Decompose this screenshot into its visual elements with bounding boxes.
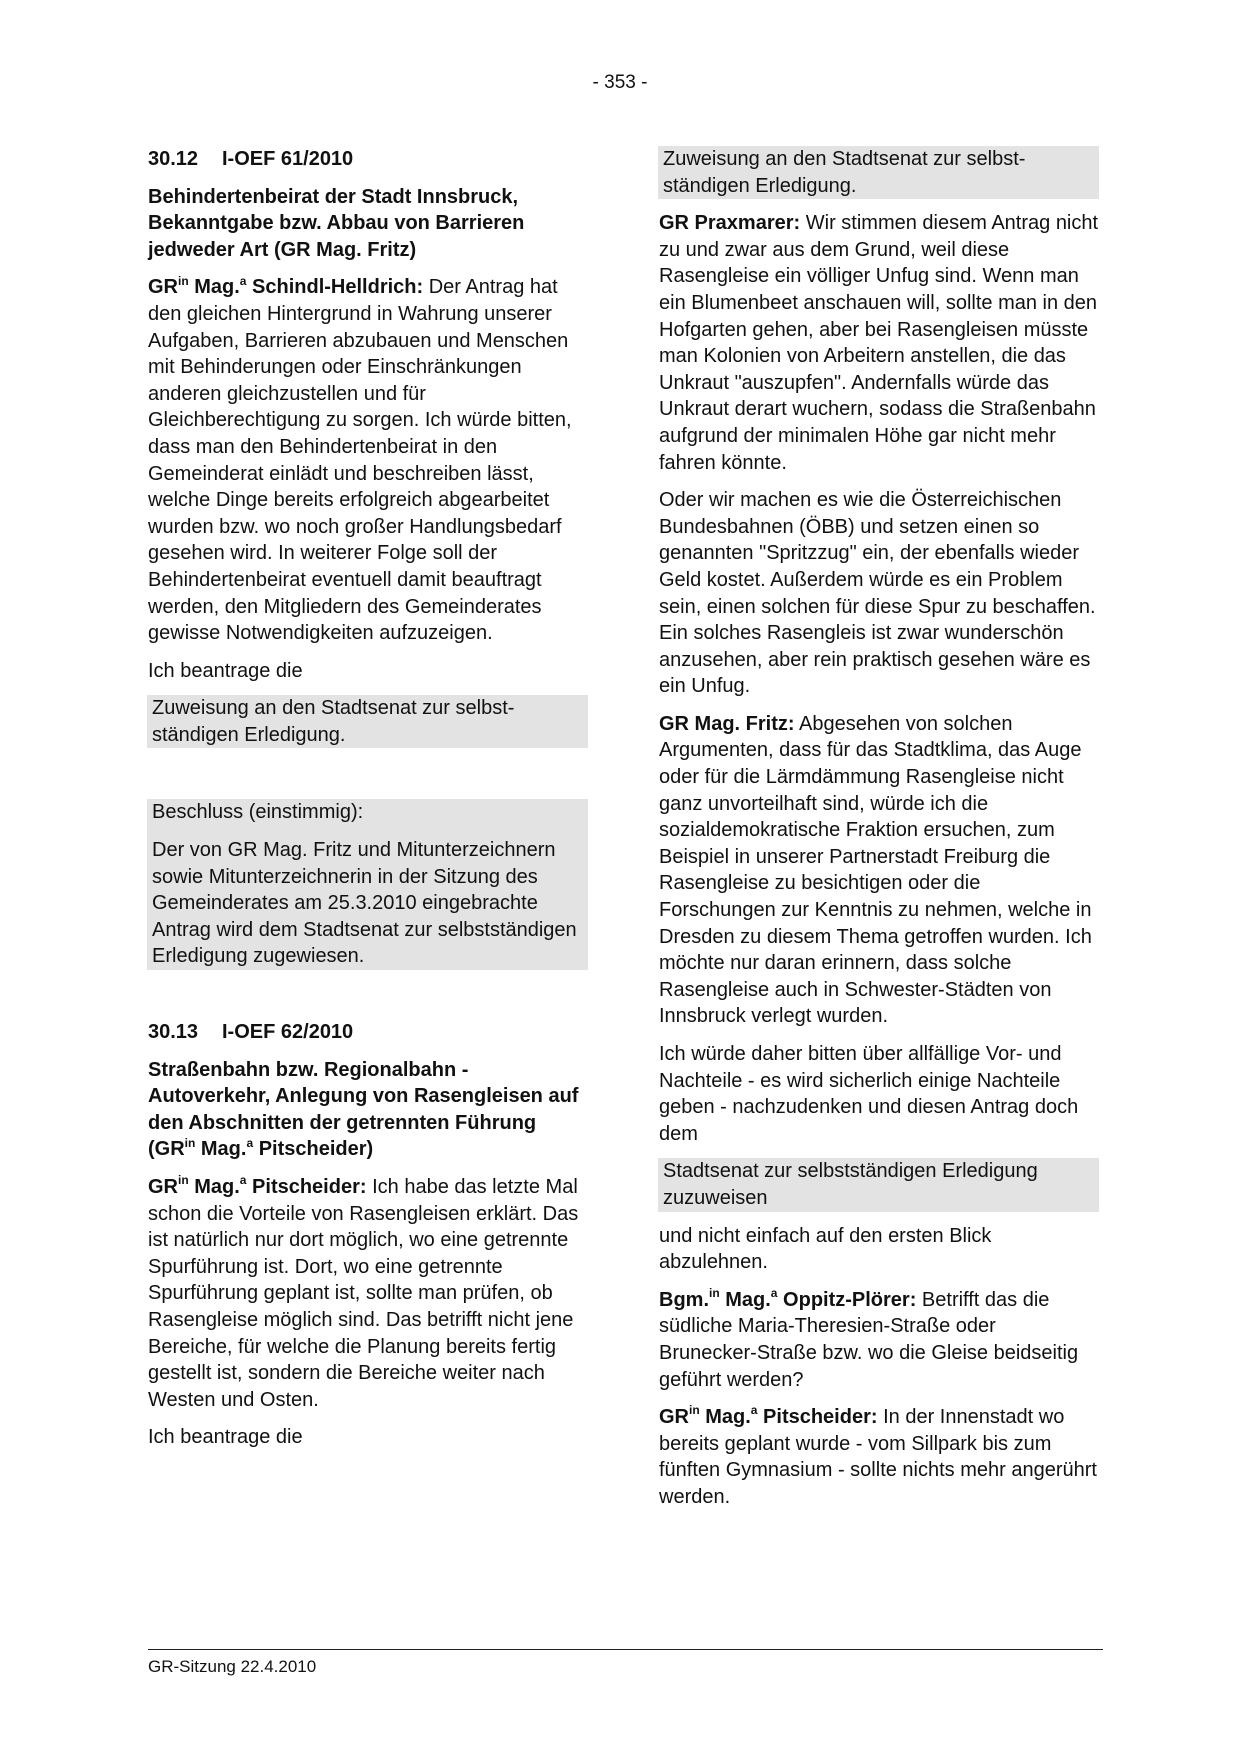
speech-paragraph	[659, 1404, 1099, 1510]
agenda-item-subject: Straßenbahn bzw. Regionalbahn - Autoverkehr, Anlegung von Rasengleisen auf den Abschnitten der getrennten Führung ($GR^{in}$ Mag.$^a$ Pitscheider)	[148, 1058, 579, 1161]
agenda-item-heading	[148, 146, 588, 173]
speech-text: Ich habe das letzte Mal schon die Vorteile von Rasengleisen erklärt. Das ist natürlich nur dort möglich, wo eine getrennte Spurführung ist. Dort, wo eine getrennte Spurführung geplant ist, sollte man prüfen, ob Rasengleise möglich sind. Das betrifft nicht jene Bereiche, für welche die Planung bereits fertig gestellt ist, sondern die Bereiche weiter nach Westen und Osten.	[148, 1176, 579, 1411]
agenda-item-code: I-OEF 61/2010	[222, 148, 354, 170]
speech-text: Abgesehen von solchen Argumenten, dass für das Stadtklima, das Auge oder für die Lärmdämmung Rasengleise nicht ganz unvorteilhaft sind, würde ich die sozialdemokratische Fraktion ersuchen, zum Beispiel in unserer Partnerstadt Freiburg die Rasengleise zu besichtigen oder die Forschungen zur Kenntnis zu nehmen, welche in Dresden zu diesem Thema getroffen wurden. Ich möchte nur daran erinnern, dass solche Rasengleise auch in Schwester-Städten von Innsbruck verlegt wurden.	[659, 712, 1092, 1028]
right-column	[659, 146, 1099, 1522]
speech-text: Der Antrag hat den gleichen Hintergrund in Wahrung unserer Aufgaben, Barrieren abzubauen und Menschen mit Behinderungen oder Einschränkungen anderen gleichzustellen und für Gleichberechtigung zu sorgen. Ich würde bitten, dass man den Behindertenbeirat in den Gemeinderat einlädt und beschreiben lässt, welche Dinge bereits erfolgreich abgearbeitet wurden bzw. wo noch großer Handlungsbedarf gesehen wird. In weiterer Folge soll der Behindertenbeirat eventuell damit beauftragt werden, den Mitgliedern des Gemeinderates gewisse Notwendigkeiten aufzuzeigen.	[148, 276, 572, 645]
speech-paragraph	[659, 711, 1099, 1030]
speech-paragraph	[148, 274, 588, 646]
request-intro: Ich beantrage die	[148, 1426, 303, 1449]
speech-paragraph: Oder wir machen es wie die Österreichischen Bundesbahnen (ÖBB) und setzen einen so genannten "Spritzzug" ein, der ebenfalls wieder Geld kostet. Außerdem würde es ein Problem sein, einen solchen für diese Spur zu beschaffen. Ein solches Rasengleis ist zwar wunderschön anzusehen, aber rein praktisch gesehen wäre es ein Unfug.	[659, 489, 1096, 698]
speech-paragraph	[148, 1174, 588, 1413]
footer-session-date: GR-Sitzung 22.4.2010	[148, 1657, 317, 1676]
resolution-title: Beschluss (einstimmig):	[152, 801, 364, 824]
speech-paragraph	[659, 210, 1099, 476]
speaker-name: GR Praxmarer:	[659, 212, 801, 235]
resolution-text: Der von GR Mag. Fritz und Mitunterzeichnern sowie Mitunterzeichnerin in der Sitzung des Gemeinderates am 25.3.2010 eingebrachte Antrag wird dem Stadtsenat zur selbstständigen Erledigung zugewiesen.	[152, 839, 577, 968]
speaker-name: $GR^{in}$ Mag.$^a$ Schindl-Helldrich:	[148, 273, 424, 299]
request-box: Zuweisung an den Stadtsenat zur selbstständigen Erledigung.	[658, 146, 1099, 199]
agenda-item-heading	[148, 1019, 588, 1046]
request-box: Stadtsenat zur selbstständigen Erledigung zuzuweisen	[658, 1158, 1099, 1211]
agenda-item-number: 30.12	[148, 148, 199, 170]
agenda-item-number: 30.13	[148, 1021, 199, 1044]
page-number: - 353 -	[592, 72, 648, 93]
speaker-name: GR Mag. Fritz:	[659, 712, 795, 735]
request-intro: Ich beantrage die	[148, 659, 303, 682]
footer-divider	[148, 1649, 1103, 1650]
agenda-item-subject: Behindertenbeirat der Stadt Innsbruck, Bekanntgabe bzw. Abbau von Barrieren jedweder Art (GR Mag. Fritz)	[148, 185, 525, 261]
speech-paragraph: und nicht einfach auf den ersten Blick abzulehnen.	[659, 1224, 992, 1274]
speaker-name: Bgm.$^{in}$ Mag.$^a$ Oppitz-Plörer:	[659, 1286, 917, 1311]
speech-text: In der Innenstadt wo bereits geplant wurde - vom Sillpark bis zum fünften Gymnasium - sollte nichts mehr angerührt werden.	[659, 1406, 1097, 1508]
speech-paragraph: Ich würde daher bitten über allfällige Vor- und Nachteile - es wird sicherlich einige Nachteile geben - nachzudenken und diesen Antrag doch dem	[659, 1043, 1079, 1145]
speech-paragraph	[659, 1287, 1099, 1393]
request-box: Zuweisung an den Stadtsenat zur selbstständigen Erledigung.	[147, 695, 588, 748]
resolution-box	[147, 799, 588, 970]
speech-text: Wir stimmen diesem Antrag nicht zu und zwar aus dem Grund, weil diese Rasengleise ein völliger Unfug sind. Wenn man ein Blumenbeet anschauen will, sollte man in den Hofgarten gehen, aber bei Rasengleisen müsste man Kolonien von Arbeitern anstellen, die das Unkraut "auszupfen". Andernfalls würde das Unkraut derart wuchern, sodass die Straßenbahn aufgrund der minimalen Höhe gar nicht mehr fahren könnte.	[659, 212, 1099, 474]
left-column	[148, 146, 588, 1462]
speaker-name: $GR^{in}$ Mag.$^a$ Pitscheider:	[148, 1173, 367, 1198]
speaker-name: $GR^{in}$ Mag.$^a$ Pitscheider:	[659, 1403, 878, 1429]
agenda-item-code: I-OEF 62/2010	[222, 1021, 354, 1044]
speech-text: Betrifft das die südliche Maria-Theresien-Straße oder Brunecker-Straße bzw. wo die Gleise beidseitig geführt werden?	[659, 1288, 1079, 1391]
